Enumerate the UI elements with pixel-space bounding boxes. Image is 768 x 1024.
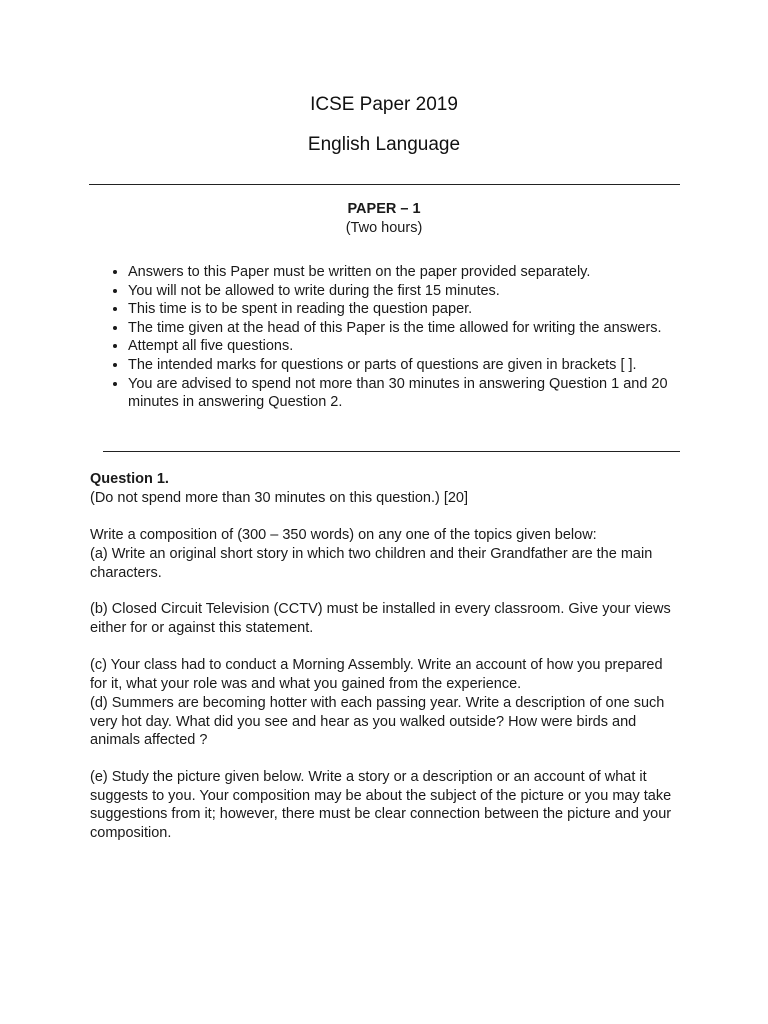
question-option-a: (a) Write an original short story in which two children and their Grandfather are the main characters. <box>90 546 653 581</box>
question-option-c: (c) Your class had to conduct a Morning Assembly. Write an account of how you prepared for it, what your role was and what you gained from the experience. <box>90 657 663 692</box>
divider-bottom <box>103 451 680 452</box>
instruction-item: • The intended marks for questions or parts of questions are given in brackets [ ]. <box>128 356 698 375</box>
instruction-item: • The time given at the head of this Paper is the time allowed for writing the answers. <box>128 319 698 338</box>
instruction-item: • You will not be allowed to write during the first 15 minutes. <box>128 282 698 301</box>
instruction-item: • This time is to be spent in reading the question paper. <box>128 300 698 319</box>
document-title: ICSE Paper 2019 <box>310 94 458 115</box>
question-intro: Write a composition of (300 – 350 words) on any one of the topics given below: <box>90 527 597 543</box>
document-subtitle: English Language <box>307 134 461 155</box>
instruction-item: • Answers to this Paper must be written on the paper provided separately. <box>128 263 698 282</box>
paper-label: PAPER – 1 <box>347 201 421 217</box>
paper-duration: (Two hours) <box>345 220 423 236</box>
instruction-item: • You are advised to spend not more than 30 minutes in answering Question 1 and 20 minutes in answering Question 2. <box>128 375 698 412</box>
question-option-e: (e) Study the picture given below. Write a story or a description or an account of what it suggests to you. Your composition may be about the subject of the picture or you may take suggestions from it; however, there must be clear connection between the picture and your composition. <box>90 769 672 841</box>
question-option-d: (d) Summers are becoming hotter with each passing year. Write a description of one such very hot day. What did you see and hear as you walked outside? How were birds and animals affected ? <box>90 695 665 749</box>
question-option-b: (b) Closed Circuit Television (CCTV) must be installed in every classroom. Give your views either for or against this statement. <box>90 601 671 636</box>
divider-top <box>89 184 680 185</box>
instructions-list <box>108 263 698 412</box>
question-title: Question 1. <box>90 471 169 487</box>
question-note: (Do not spend more than 30 minutes on this question.) [20] <box>90 490 469 506</box>
instruction-item: • Attempt all five questions. <box>128 337 698 356</box>
